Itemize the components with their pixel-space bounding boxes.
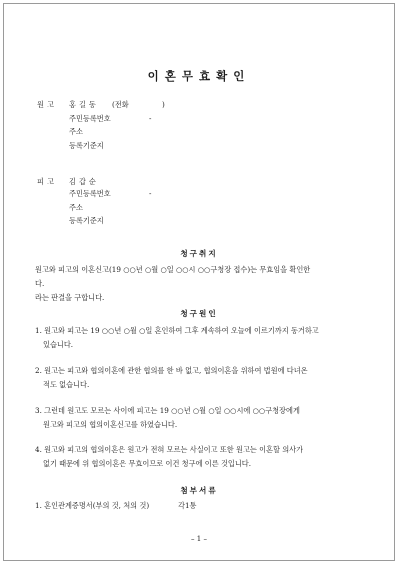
claim-heading: 청구취지 (180, 249, 218, 258)
plaintiff-name: 홍길동 (69, 100, 99, 109)
attachments-heading: 첨부서류 (180, 486, 218, 495)
grounds-item-4 (35, 443, 303, 471)
document-page (3, 3, 395, 561)
grounds-item-1-line-1: 1. 원고와 피고는 19 ○○년 ○월 ○일 혼인하여 그후 계속하여 오늘에 이르기까지 동거하고 (35, 326, 319, 335)
plaintiff-register-label: 등록기준지 (69, 141, 104, 150)
claim-text (35, 263, 310, 305)
grounds-item-1 (35, 324, 319, 352)
grounds-item-3 (35, 404, 300, 432)
grounds-item-2-line-1: 2. 원고는 피고와 협의이혼에 관한 협의를 한 바 없고, 협의이혼을 위하여 법원에 다녀온 (35, 366, 308, 375)
defendant-rrn-value: - (149, 189, 152, 198)
claim-line-3: 라는 판결을 구합니다. (35, 293, 105, 302)
claim-line-2: 다. (35, 279, 45, 288)
grounds-heading: 청구원인 (180, 309, 218, 318)
grounds-item-3-line-2: 원고와 피고의 협의이혼신고를 하였습니다. (43, 420, 178, 429)
page-number: – 1 – (191, 535, 207, 543)
grounds-item-2 (35, 364, 308, 392)
plaintiff-label: 원고 (37, 100, 57, 109)
defendant-address-label: 주소 (69, 203, 83, 212)
grounds-item-3-line-1: 3. 그런데 원고도 모르는 사이에 피고는 19 ○○년 ○월 ○일 ○○시에 ○○구청장에게 (35, 406, 300, 415)
grounds-item-2-line-2: 적도 없습니다. (43, 380, 90, 389)
plaintiff-address-label: 주소 (69, 127, 83, 136)
attachment-item-1: 1. 혼인관계증명서(부의 것, 처의 것) (35, 501, 150, 510)
defendant-register-label: 등록기준지 (69, 216, 104, 225)
plaintiff-rrn-label: 주민등록번호 (69, 114, 111, 123)
attachment-item-1-count: 각1통 (178, 501, 197, 510)
plaintiff-rrn-value: - (149, 114, 152, 123)
grounds-item-4-line-2: 없기 때문에 위 협의이혼은 무효이므로 이건 청구에 이른 것입니다. (43, 459, 252, 468)
plaintiff-phone-label: (전화 (112, 100, 129, 109)
defendant-name: 김갑순 (69, 177, 99, 186)
defendant-label: 피고 (37, 177, 57, 186)
claim-line-1: 원고와 피고의 이혼신고(19 ○○년 ○월 ○일 ○○시 ○○구청장 접수)는 무효임을 확인한 (35, 265, 311, 274)
document-title: 이혼무효확인 (147, 69, 251, 83)
defendant-rrn-label: 주민등록번호 (69, 189, 111, 198)
grounds-item-1-line-2: 있습니다. (43, 340, 74, 349)
grounds-item-4-line-1: 4. 원고와 피고의 협의이혼은 원고가 전혀 모르는 사실이고 또한 원고는 이혼할 의사가 (35, 445, 304, 454)
plaintiff-phone-close: ) (162, 100, 165, 109)
